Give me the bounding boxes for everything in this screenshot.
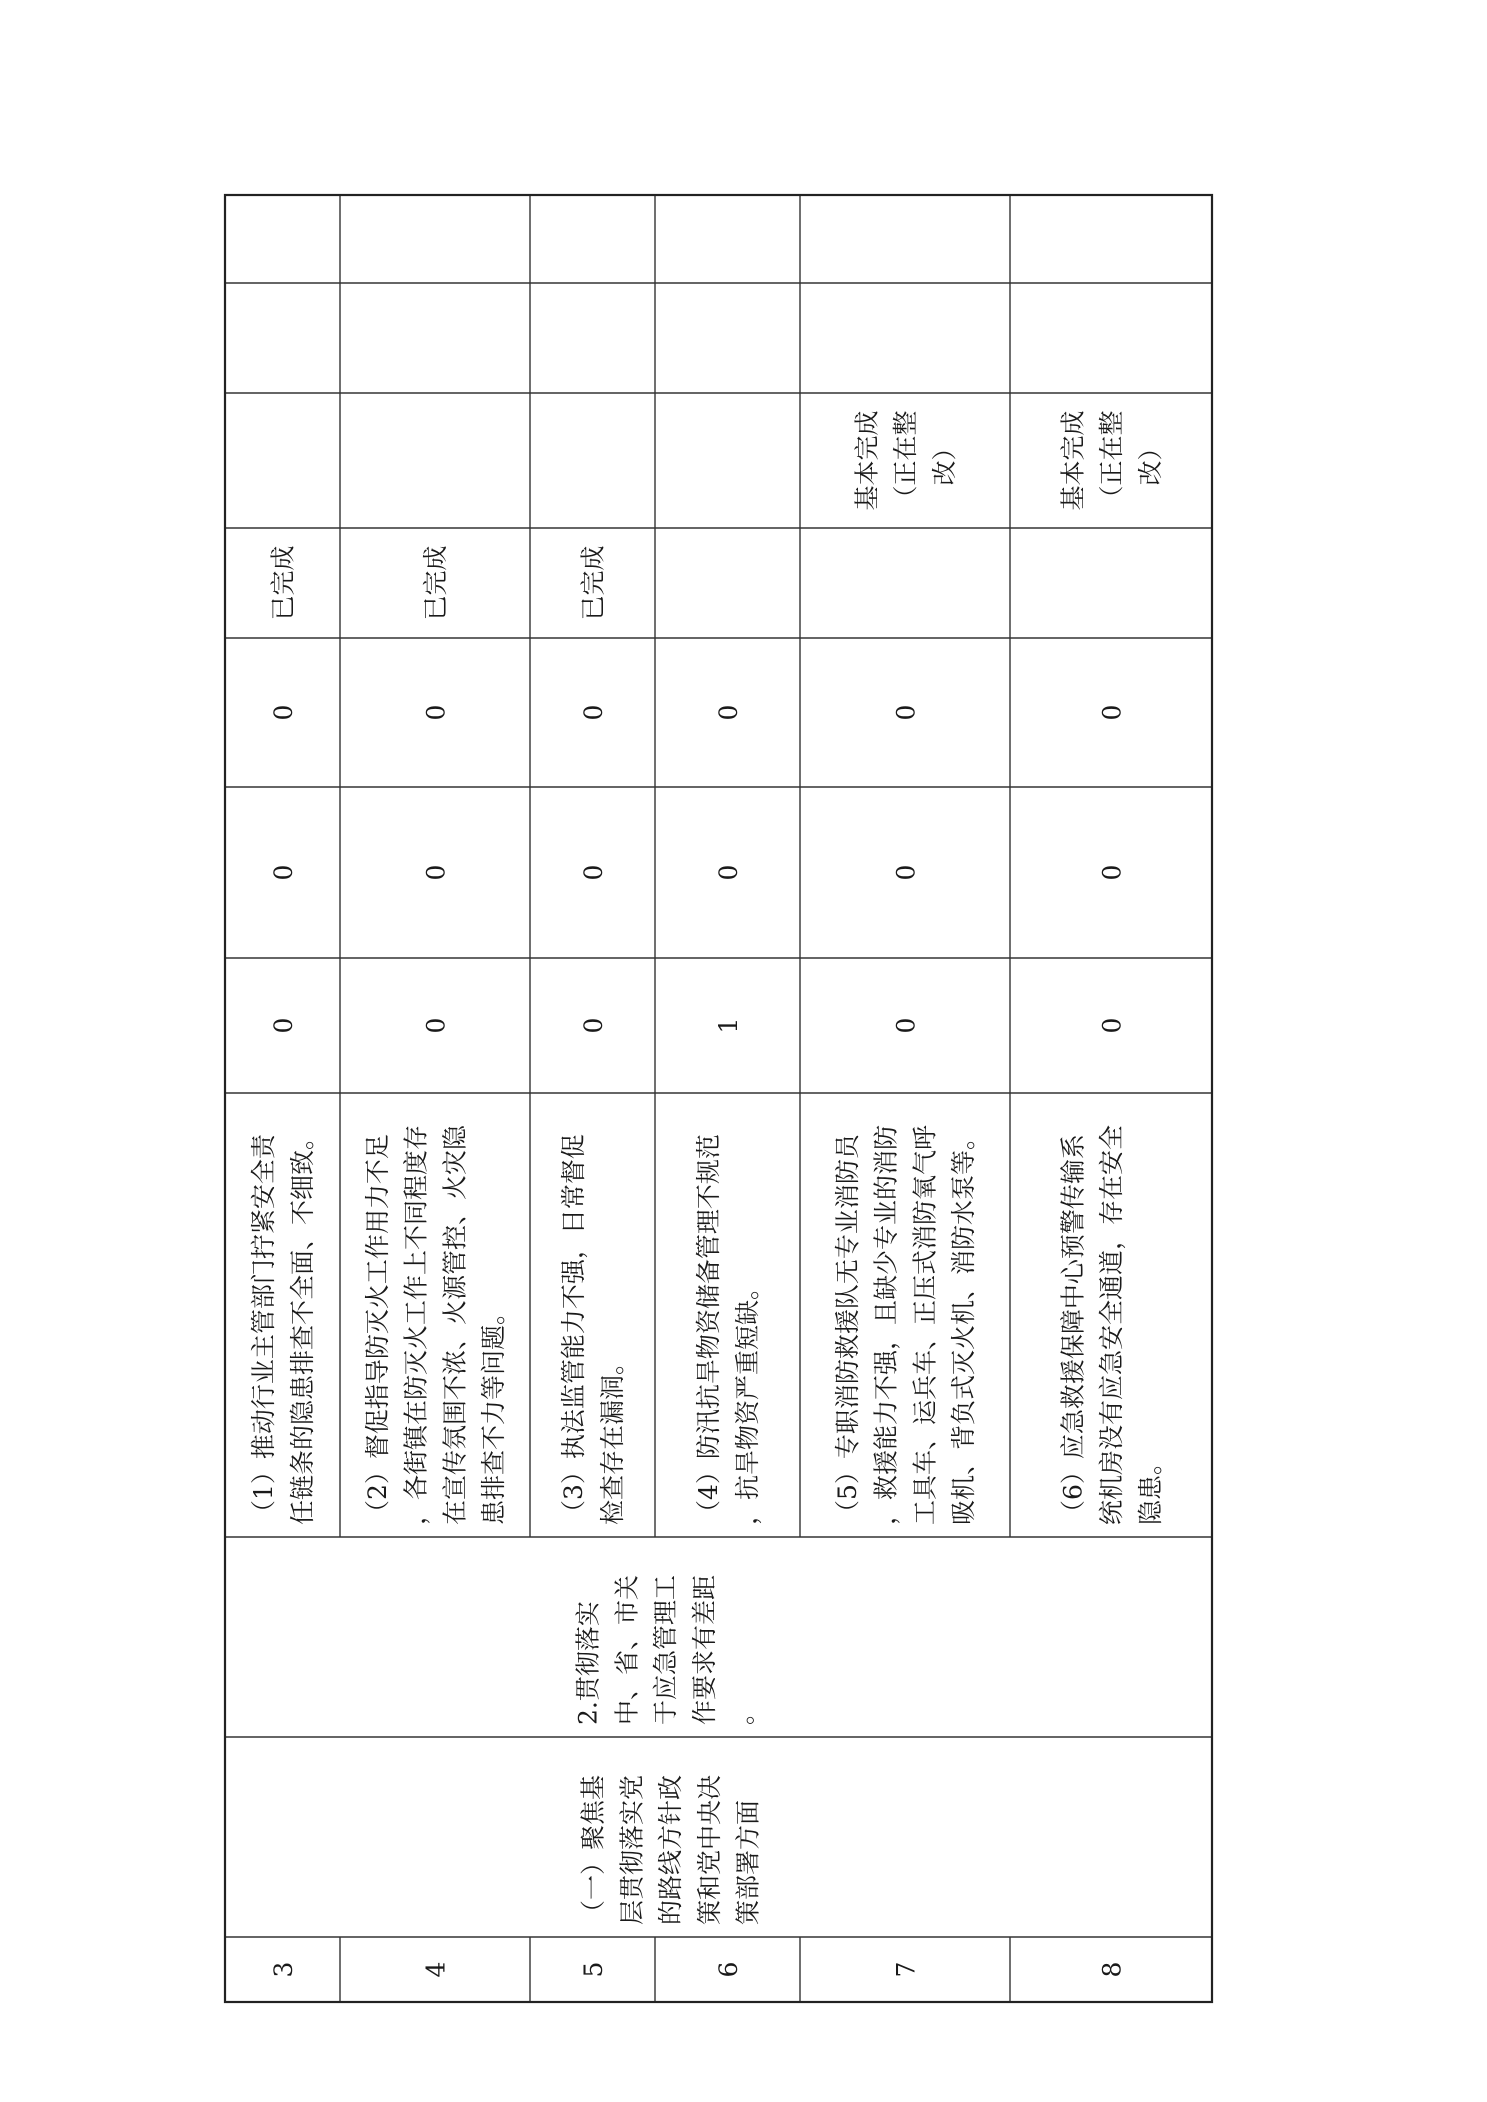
row-value-1-line: 1 <box>713 1017 743 1034</box>
row-seq-line: 5 <box>578 1961 608 1978</box>
row-seq-line: 8 <box>1097 1961 1127 1978</box>
row-value-2 <box>714 865 743 881</box>
row-value-3 <box>1097 705 1126 721</box>
row-seq <box>891 1962 920 1978</box>
row-status-done <box>269 545 298 620</box>
row-value-1 <box>891 1018 920 1034</box>
row-status-done-line: 已完成 <box>268 545 298 621</box>
merged-category-line: 策部署方面 <box>733 1799 763 1925</box>
merged-subitem-line: 2.贯彻落实 <box>573 1601 603 1725</box>
row-seq-line: 4 <box>421 1961 451 1978</box>
row-problem-line: （2）督促指导防灭火工作用力不足 <box>362 1134 392 1525</box>
row-value-2-line: 0 <box>578 864 608 881</box>
row-problem-line: 在宣传氛围不浓、火源管控、火灾隐 <box>440 1124 470 1525</box>
row-problem-line: （4）防汛抗旱物资储备管理不规范 <box>694 1134 724 1525</box>
row-value-3-line: 0 <box>421 704 451 721</box>
row-status-partial-line: 基本完成 <box>1058 410 1088 511</box>
row-value-2-line: 0 <box>713 864 743 881</box>
row-value-3-line: 0 <box>578 704 608 721</box>
row-problem-line: （3）执法监管能力不强，日常督促 <box>559 1134 589 1525</box>
row-value-3-line: 0 <box>713 704 743 721</box>
merged-category-line: 层贯彻落实党 <box>617 1774 647 1925</box>
row-seq <box>421 1962 450 1978</box>
row-value-2 <box>579 865 608 881</box>
row-value-1-line: 0 <box>268 1017 298 1034</box>
row-problem-line: （6）应急救援保障中心预警传输系 <box>1058 1134 1088 1525</box>
row-problem-line: 患排查不力等问题。 <box>479 1299 509 1525</box>
row-value-2 <box>269 865 298 881</box>
row-value-1-line: 0 <box>421 1017 451 1034</box>
merged-subitem-line: 中、省、市关 <box>612 1574 642 1725</box>
row-seq-line: 6 <box>713 1961 743 1978</box>
row-status-partial-line: （正在整 <box>891 410 920 511</box>
row-value-3 <box>421 705 450 721</box>
row-problem-line: 工具车、运兵车、正压式消防氧气呼 <box>910 1124 940 1525</box>
row-status-done-line: 已完成 <box>421 545 450 621</box>
row-status-partial-line: 基本完成 <box>852 410 882 511</box>
row-value-1 <box>1097 1018 1126 1034</box>
row-seq <box>579 1962 608 1978</box>
merged-category-line: 策和党中央决 <box>694 1774 724 1925</box>
row-status-partial-line: （正在整 <box>1097 410 1126 511</box>
row-seq <box>269 1962 298 1978</box>
row-problem-line: 任链条的隐患排查不全面、不细致。 <box>287 1124 317 1525</box>
row-problem-line: ，各街镇在防灭火工作上不同程度存 <box>401 1124 431 1525</box>
row-problem-line: 吸机、背负式灭火机、消防水泵等。 <box>949 1124 979 1525</box>
merged-category-line: （一）聚焦基 <box>578 1774 608 1925</box>
row-value-2 <box>1097 865 1126 881</box>
row-value-3 <box>269 705 298 721</box>
row-problem-line: （5）专职消防救援队无专业消防员 <box>832 1134 862 1525</box>
row-status-partial-line: 改） <box>929 435 959 486</box>
row-seq <box>714 1962 743 1978</box>
row-status-done-line: 已完成 <box>578 545 608 621</box>
row-seq <box>1097 1962 1126 1978</box>
row-problem-line: 隐患。 <box>1135 1449 1165 1525</box>
merged-subitem-line: 于应急管理工 <box>651 1574 680 1725</box>
merged-subitem-line: 。 <box>728 1699 758 1725</box>
row-value-2 <box>421 865 450 881</box>
row-seq-line: 7 <box>891 1961 921 1978</box>
row-value-2-line: 0 <box>421 864 451 881</box>
row-value-1 <box>579 1018 608 1034</box>
row-status-done <box>421 545 450 620</box>
row-problem-line: （1）推动行业主管部门拧紧安全责 <box>249 1134 279 1525</box>
row-problem-line: ，救援能力不强，且缺少专业的消防 <box>871 1124 901 1525</box>
row-value-3-line: 0 <box>268 704 298 721</box>
row-value-2-line: 0 <box>268 864 298 881</box>
row-status-done <box>579 545 608 620</box>
row-value-1 <box>421 1018 450 1034</box>
row-problem-line: 检查存在漏洞。 <box>597 1349 627 1525</box>
row-value-1-line: 0 <box>891 1017 921 1034</box>
row-value-3 <box>579 705 608 721</box>
merged-subitem-line: 作要求有差距 <box>689 1574 719 1725</box>
row-problem-line: 统机房没有应急安全通道，存在安全 <box>1097 1124 1126 1525</box>
row-value-3 <box>891 705 920 721</box>
merged-category-line: 的路线方针政 <box>656 1774 685 1925</box>
row-seq-line: 3 <box>268 1961 298 1978</box>
row-value-1-line: 0 <box>1097 1017 1127 1034</box>
row-value-3-line: 0 <box>1097 704 1127 721</box>
row-value-1 <box>269 1018 298 1034</box>
row-value-2-line: 0 <box>1097 864 1127 881</box>
row-value-3 <box>714 705 743 721</box>
row-status-partial-line: 改） <box>1135 435 1165 486</box>
row-value-3-line: 0 <box>891 704 921 721</box>
row-problem-line: ，抗旱物资严重短缺。 <box>732 1274 762 1525</box>
row-value-2 <box>891 865 920 881</box>
row-value-2-line: 0 <box>891 864 921 881</box>
row-value-1-line: 0 <box>578 1017 608 1034</box>
row-value-1 <box>714 1018 743 1034</box>
